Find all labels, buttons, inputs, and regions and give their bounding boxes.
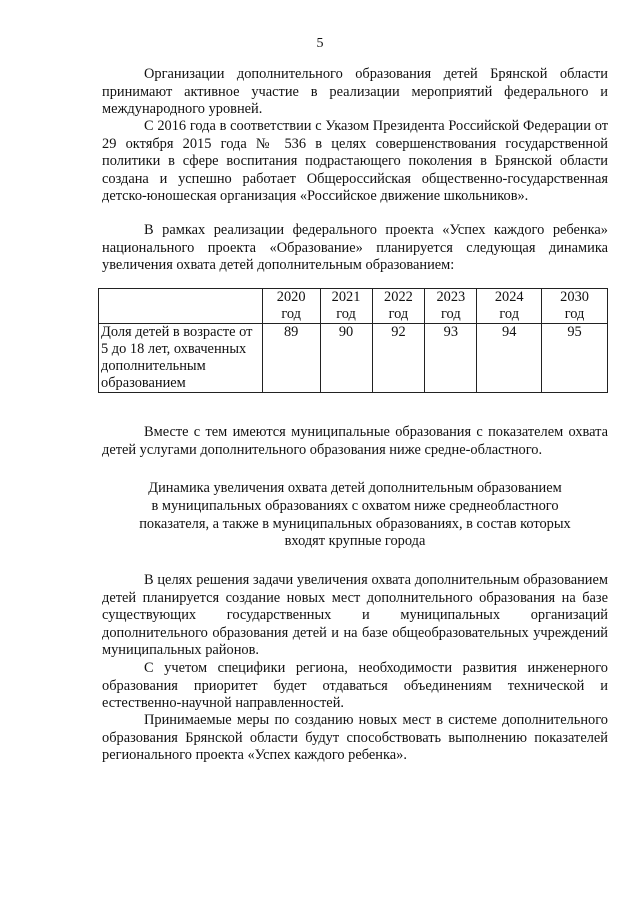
heading-line: в муниципальных образованиях с охватом ниже среднеобластного — [151, 497, 559, 514]
table-cell: 95 — [542, 324, 608, 393]
paragraph-text: С учетом специфики региона, необходимости развития инженерного образования приоритет будет отдаваться объединениям технической и естественно-научной направленностей. — [102, 660, 608, 712]
heading-line: Динамика увеличения охвата детей дополнительным образованием — [148, 480, 562, 496]
table-cell: 90 — [320, 324, 372, 393]
paragraph-below-average — [102, 424, 608, 459]
page-number: 5 — [316, 36, 324, 51]
table-cell: 93 — [425, 324, 477, 393]
paragraph-text: С 2016 года в соответствии с Указом Президента Российской Федерации от 29 октября 2015 года № 536 в целях совершенствования государственной политики в сфере воспитания подрастающего поколения в Брянской области создана и успешно работает Общероссийская общественно-государственная детско-юношеская организация «Российское движение школьников». — [102, 118, 608, 205]
table-row — [99, 324, 608, 393]
table-header-year: 2030 год — [542, 289, 608, 324]
table-header-year: 2021 год — [320, 289, 372, 324]
table-header-year: 2020 год — [262, 289, 320, 324]
paragraph-priority — [102, 660, 608, 713]
table-header-year: 2024 год — [477, 289, 542, 324]
paragraph-measures — [102, 712, 608, 765]
paragraph-text: В рамках реализации федерального проекта «Успех каждого ребенка» национального проекта «Образование» планируется следующая динамика увеличения охвата детей дополнительным образованием: — [102, 222, 608, 274]
paragraph-rdsh — [102, 118, 608, 206]
paragraph-text: Принимаемые меры по созданию новых мест в системе дополнительного образования Брянской области будут способствовать выполнению показателей регионального проекта «Успех каждого ребенка». — [102, 712, 608, 764]
table-header-year: 2022 год — [372, 289, 425, 324]
paragraph-text: Вместе с тем имеются муниципальные образования с показателем охвата детей услугами дополнительного образования ниже средне-областного. — [102, 424, 608, 458]
table-cell: 89 — [262, 324, 320, 393]
paragraph-text: В целях решения задачи увеличения охвата дополнительным образованием детей планируется создание новых мест дополнительного образования на базе существующих государственных и муниципальных организаций дополнительного образования детей и на базе общеобразовательных учреждений муниципальных районов. — [102, 572, 608, 659]
paragraph-new-places — [102, 572, 608, 660]
table-row-label: Доля детей в возрасте от 5 до 18 лет, охваченных дополнительным образованием — [99, 324, 263, 393]
heading-line: входят крупные города — [284, 533, 426, 550]
paragraph-text: Организации дополнительного образования детей Брянской области принимают активное участие в реализации мероприятий федерального и международного уровней. — [102, 66, 608, 118]
table-header-empty — [99, 289, 263, 324]
table-header-row — [99, 289, 608, 324]
paragraph-project-dynamics — [102, 222, 608, 275]
heading-line: показателя, а также в муниципальных образованиях, в состав которых — [139, 515, 571, 532]
table-cell: 92 — [372, 324, 425, 393]
table-header-year: 2023 год — [425, 289, 477, 324]
paragraph-participation — [102, 66, 608, 119]
coverage-table — [98, 288, 608, 393]
table-cell: 94 — [477, 324, 542, 393]
section-heading — [112, 480, 598, 551]
